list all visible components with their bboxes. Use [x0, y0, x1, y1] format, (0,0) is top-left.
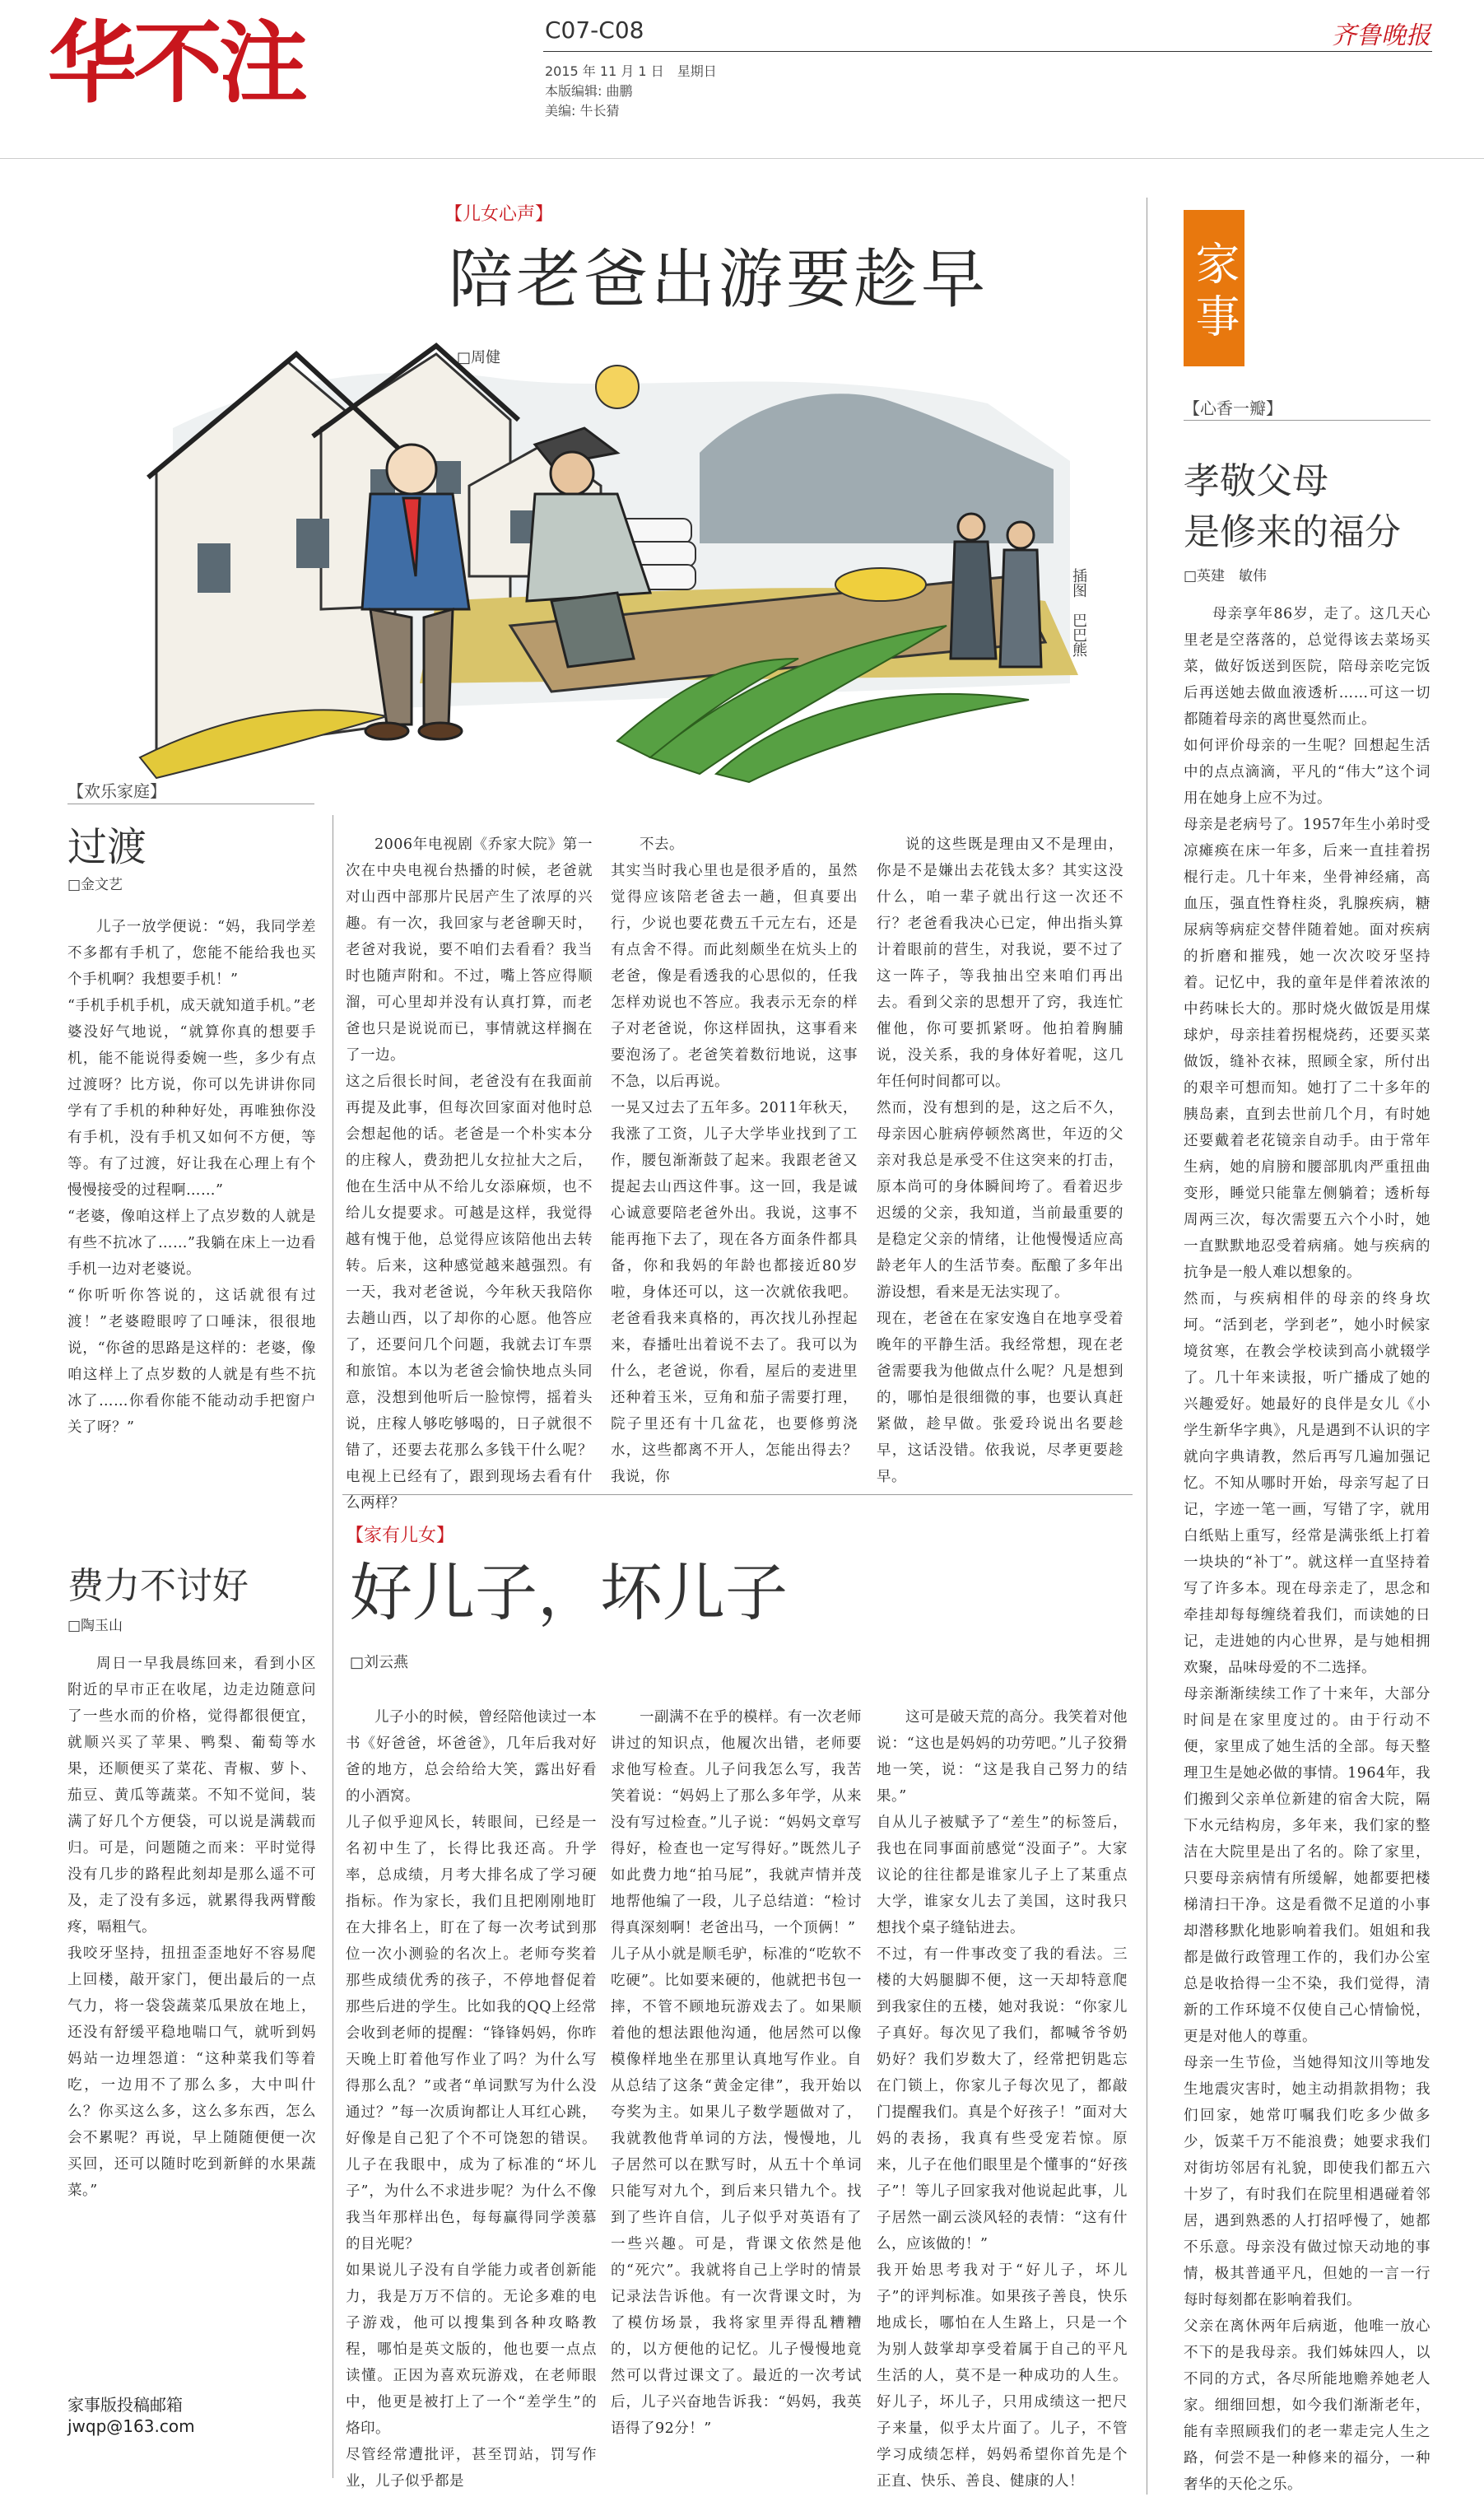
page-range: C07-C08 — [545, 16, 644, 44]
main-article-tag: 【儿女心声】 — [444, 204, 554, 225]
section-badge — [1184, 210, 1244, 366]
main-article-column-1: 2006年电视剧《乔家大院》第一次在中央电视台热播的时候，老爸就对山西中部那片民居产生了浓厚的兴趣。有一次，我回家与老爸聊天时，老爸对我说，要不咱们去看看？我当时也随声附和。不过，嘴上答应得顺溜，可心里却并没有认真打算，而老爸也只是说说而已，事情就这样搁在了一边。 这之后很长时间，老爸没有在我面前再提及此事，但每次回家面对他时总会想起他的话。老爸是一个朴实本分的庄稼人，费劲把儿女拉扯大之后，他在生活中从不给儿女添麻烦，也不给儿女提要求。可越是这样，我觉得越有愧于他，总觉得应该陪他出去转转。后来，这种感觉越来越强烈。有一天，我对老爸说，今年秋天我陪你去趟山西，以了却你的心愿。他答应了，还要问几个问题，我就去订车票和旅馆。本以为老爸会愉快地点头同意，没想到他听后一脸惊愕，摇着头说，庄稼人够吃够喝的，日子就很不错了，还要去花那么多钱干什么呢？电视上已经有了，跟到现场去看有什么两样？ — [346, 836, 593, 1512]
second-article-tag: 【家有儿女】 — [346, 1526, 455, 1546]
right-article-title-line2: 是修来的福分 — [1184, 511, 1401, 553]
page-designer: 美编: 牛长猜 — [545, 103, 620, 119]
second-article-column-3: 这可是破天荒的高分。我笑着对他说：“这也是妈妈的功劳吧。”儿子狡猾地一笑，说：“这是我自己努力的结果。” 自从儿子被赋予了“差生”的标签后，我也在同事面前感觉“没面子”。大家议论的往往都是谁家儿子上了某重点大学，谁家女儿去了美国，这时我只想找个桌子缝钻进去。 不过，有一件事改变了我的看法。三楼的大妈腿脚不便，这一天却特意爬到我家住的五楼，她对我说：“你家儿子真好。每次见了我们，都喊爷爷奶奶好？我们岁数大了，经常把钥匙忘在门锁上，你家儿子每次见了，都敲门提醒我们。真是个好孩子！”面对大妈的表扬，我真有些受宠若惊。原来，儿子在他们眼里是个懂事的“好孩子”！等儿子回家我对他说起此事，儿子居然一副云淡风轻的表情：“这有什么，应该做的！” 我开始思考我对于“好儿子，坏儿子”的评判标准。如果孩子善良，快乐地成长，哪怕在人生路上，只是一个为别人鼓掌却享受着属于自己的平凡生活的人，莫不是一种成功的人生。好儿子，坏儿子，只用成绩这一把尺子来量，似乎太片面了。儿子，不管学习成绩怎样，妈妈希望你首先是个正直、快乐、善良、健康的人！ — [877, 1709, 1128, 2490]
mailbox-label: 家事版投稿邮箱 — [67, 2395, 183, 2415]
right-article-tag: 【心香一瓣】 — [1184, 398, 1282, 418]
left-article1-author: □金文艺 — [67, 877, 123, 893]
left-article2-author: □陶玉山 — [67, 1618, 123, 1634]
paper-name-logo: 齐鲁晚报 — [1332, 21, 1431, 50]
right-tag-rule — [1184, 420, 1431, 421]
left-article2-title: 费力不讨好 — [67, 1565, 249, 1607]
main-article-author: □周健 — [457, 349, 501, 366]
mid-divider-rule — [342, 1494, 1133, 1495]
page-editor: 本版编辑: 曲鹏 — [545, 83, 633, 99]
left-article2-body: 周日一早我晨练回来，看到小区附近的早市正在收尾，边走边随意问了一些水而的价格，觉得都很便宜，就顺兴买了苹果、鸭梨、葡萄等水果，还顺便买了菜花、青椒、萝卜、茄豆、黄瓜等蔬菜。不知不觉间，装满了好几个方便袋，可以说是满载而归。可是，问题随之而来：平时觉得没有几步的路程此刻却是那么遥不可及，走了没有多远，就累得我两臂酸疼，嗝粗气。 我咬牙坚持，扭扭歪歪地好不容易爬上回楼，敲开家门，便出最后的一点气力，将一袋袋蔬菜瓜果放在地上，还没有舒缓平稳地喘口气，就听到妈妈站一边埋怨道：“这种菜我们等着吃，一边用不了那么多，大中叫什么？你买这么多，这么多东西，怎么会不累呢？再说，早上随随便便一次买回，还可以随时吃到新鲜的水果蔬菜。” — [67, 1656, 316, 2199]
left-article1-tag: 【欢乐家庭】 — [67, 781, 166, 801]
header-bottom-rule — [0, 158, 1484, 159]
second-article-author: □刘云燕 — [350, 1654, 409, 1671]
right-article-title-line1: 孝敬父母 — [1184, 460, 1328, 502]
right-article-author: □英建 敏伟 — [1184, 568, 1268, 585]
second-article-column-1: 儿子小的时候，曾经陪他读过一本书《好爸爸，坏爸爸》，几年后我对好爸的地方，总会给给大笑，露出好看的小酒窝。 儿子似乎迎风长，转眼间，已经是一名初中生了，长得比我还高。升学率，总成绩，月考大排名成了学习硬指标。作为家长，我们且把刚刚地盯在大排名上，盯在了每一次考试到那位一次小测验的名次上。老师夸奖着那些成绩优秀的孩子，不停地督促着那些后进的学生。比如我的QQ上经常会收到老师的提醒：“锋锋妈妈，你昨天晚上盯着他写作业了吗？为什么写得那么乱？”或者“单词默写为什么没通过？”每一次质询都让人耳红心跳，好像是自己犯了个不可饶恕的错误。儿子在我眼中，成为了标准的“坏儿子”，为什么不求进步呢？为什么不像我当年那样出色，每每赢得同学羡慕的目光呢？ 如果说儿子没有自学能力或者创新能力，我是万万不信的。无论多难的电子游戏，他可以搜集到各种攻略教程，哪怕是英文版的，他也要一点点读懂。正因为喜欢玩游戏，在老师眼中，他更是被打上了一个“差学生”的烙印。 尽管经常遭批评，甚至罚站，罚写作业，儿子似乎都是 — [346, 1709, 597, 2490]
section-badge-text: 家事 — [1189, 240, 1240, 346]
main-article-title: 陪老爸出游要趁早 — [449, 243, 989, 317]
mailbox-email[interactable]: jwqp@163.com — [67, 2416, 195, 2436]
main-illustration — [123, 329, 1111, 790]
section-logo: 华不注 — [48, 12, 305, 115]
masthead-rule — [543, 51, 1432, 52]
second-article-title: 好儿子，坏儿子 — [350, 1556, 788, 1629]
illustration-credit: 插图 巴巴熊 — [1070, 568, 1087, 657]
main-article-column-3: 说的这些既是理由又不是理由，你是不是嫌出去花钱太多？其实这没什么，咱一辈子就出行这一次还不行？老爸看我决心已定，伸出指头算计着眼前的营生，对我说，要不过了这一阵子，等我抽出空来咱们再出去。看到父亲的思想开了窍，我连忙催他，你可要抓紧呀。他拍着胸脯说，没关系，我的身体好着呢，这几年任何时间都可以。 然而，没有想到的是，这之后不久，母亲因心脏病停顿然离世，年迈的父亲对我总是承受不住这突来的打击，原本尚可的身体瞬间垮了。看着迟步迟缓的父亲，我知道，当前最重要的是稳定父亲的情绪，让他慢慢适应高龄老年人的生活节奏。酝酿了多年出游设想，看来是无法实现了。 现在，老爸在在家安逸自在地享受着晚年的平静生活。我经常想，现在老爸需要我为他做点什么呢？凡是想到的，哪怕是很细微的事，也要认真赶紧做，趁早做。张爱玲说出名要趁早，这话没错。依我说，尽孝更要趁早。 — [877, 836, 1123, 1485]
main-article-column-2: 不去。 其实当时我心里也是很矛盾的，虽然觉得应该陪老爸去一趟，但真要出行，少说也要花费五千元左右，还是有点舍不得。而此刻颇坐在炕头上的老爸，像是看透我的心思似的，任我怎样劝说也不答应。我表示无奈的样子对老爸说，你这样固执，这事看来要泡汤了。老爸笑着数衍地说，这事不急，以后再说。 一晃又过去了五年多。2011年秋天，我涨了工资，儿子大学毕业找到了工作，腰包渐渐鼓了起来。我跟老爸又提起去山西这件事。这一回，我是诚心诚意要陪老爸外出。我说，这事不能再拖下去了，现在各方面条件都具备，你和我妈的年龄也都接近80岁啦，身体还可以，这一次就依我吧。老爸看我来真格的，再次找儿孙捏起来，春播吐出着说不去了。我可以为什么，老爸说，你看，屋后的麦进里还种着玉米，豆角和茄子需要打理，院子里还有十几盆花，也要修剪浇水，这些都离不开人，怎能出得去？我说，你 — [611, 836, 858, 1485]
second-article-column-2: 一副满不在乎的模样。有一次老师讲过的知识点，他履次出错，老师要求他写检查。儿子问我怎么写，我苦笑着说：“妈妈上了那么多年学，从来没有写过检查。”儿子说：“妈妈文章写得好，检查也一定写得好。”既然儿子如此费力地“拍马屁”，我就声情并茂地帮他编了一段，儿子总结道：“检讨得真深刻啊！老爸出马，一个顶俩！” 儿子从小就是顺毛驴，标准的“吃软不吃硬”。比如要来硬的，他就把书包一摔，不管不顾地玩游戏去了。如果顺着他的想法跟他沟通，他居然可以像模像样地坐在那里认真地写作业。自从总结了这条“黄金定律”，我开始以夸奖为主。如果儿子数学题做对了，我就教他背单词的方法，慢慢地，儿子居然可以在默写时，从五十个单词只能写对九个，到后来只错九个。找到了些许自信，儿子似乎对英语有了一些兴趣。可是，背课文依然是他的“死穴”。我就将自己上学时的情景记录法告诉他。有一次背课文时，为了模仿场景，我将家里弄得乱糟糟的，以方便他的记忆。儿子慢慢地竟然可以背过课文了。最近的一次考试后，儿子兴奋地告诉我：“妈妈，我英语得了92分！” — [611, 1709, 862, 2437]
left-article1-title: 过渡 — [67, 824, 147, 870]
issue-date: 2015 年 11 月 1 日 星期日 — [545, 63, 717, 79]
left-article1-body: 儿子一放学便说：“妈，我同学差不多都有手机了，您能不能给我也买个手机啊？我想要手机！” “手机手机手机，成天就知道手机。”老婆没好气地说，“就算你真的想要手机，能不能说得委婉一些，多少有点过渡呀？比方说，你可以先讲讲你同学有了手机的种种好处，再唯独你没有手机，没有手机又如何不方便，等等。有了过渡，好让我在心理上有个慢慢接受的过程啊……” “老婆，像咱这样上了点岁数的人就是有些不抗冰了……”我躺在床上一边看手机一边对老婆说。 “你听听你答说的，这话就很有过渡！”老婆瞪眼哼了口唾沫，很很地说，“你爸的思路是这样的：老婆，像咱这样上了点岁数的人就是有些不抗冰了……你看你能不能动动手把窗户关了呀？” — [67, 919, 316, 1436]
right-article-body: 母亲享年86岁，走了。这几天心里老是空落落的，总觉得该去菜场买菜，做好饭送到医院，陪母亲吃完饭后再送她去做血液透析……可这一切都随着母亲的离世戛然而止。 如何评价母亲的一生呢？回想起生活中的点点滴滴，平凡的“伟大”这个词用在她身上应不为过。 母亲是老病号了。1957年生小弟时受凉瘫痪在床一年多，后来一直挂着拐棍行走。几十年来，坐骨神经痛，高血压，强直性脊柱炎，乳腺疾病，糖尿病等病症交替伴随着她。面对疾病的折磨和摧残，她一次次咬牙坚持着。记忆中，我的童年是伴着浓浓的中药味长大的。那时烧火做饭是用煤球炉，母亲挂着拐棍烧药，还要买菜做饭，缝补衣袜，照顾全家，所付出的艰辛可想而知。她打了二十多年的胰岛素，直到去世前几个月，有时她还要戴着老花镜亲自动手。由于常年生病，她的肩膀和腰部肌肉严重扭曲变形，睡觉只能靠左侧躺着；透析每周两三次，每次需要五六个小时，她一直默默地忍受着病痛。她与疾病的抗争是一般人难以想象的。 然而，与疾病相伴的母亲的终身坎坷。“活到老，学到老”，她小时候家境贫寒，在教会学校读到高小就辍学了。几十年来读报，听广播成了她的兴趣爱好。她最好的良伴是女儿《小学生新华字典》，凡是遇到不认识的字就向字典请教，然后再写几遍加强记忆。不知从哪时开始，母亲写起了日记，字迹一笔一画，写错了字，就用白纸贴上重写，经常是满张纸上打着一块块的“补丁”。就这样一直坚持着写了许多本。现在母亲走了，思念和牵挂却每每缠绕着我们，而读她的日记，走进她的内心世界，是与她相拥欢聚，品味母爱的不二选择。 母亲渐渐续续工作了十来年，大部分时间是在家里度过的。由于行动不便，家里成了她生活的全部。每天整理卫生是她必做的事情。1964年，我们搬到父亲单位新建的宿舍大院，隔下水元结构房，多年来，我们家的整洁在大院里是出了名的。除了家里，只要母亲病情有所缓解，她都要把楼梯清扫干净。这是看微不足道的小事却潜移默化地影响着我们。姐姐和我都是做行政管理工作的，我们办公室总是收拾得一尘不染，我们觉得，清新的工作环境不仅使自己心情愉悦，更是对他人的尊重。 母亲一生节俭，当她得知汶川等地发生地震灾害时，她主动捐款捐物；我们回家，她常叮嘱我们吃多少做多少，饭菜千万不能浪费；她要求我们对街坊邻居有礼貌，即使我们都五六十岁了，有时我们在院里相遇碰着邻居，遇到熟悉的人打招呼慢了，她都不乐意。母亲没有做过惊天动地的事情，极其普通平凡，但她的一言一行每时每刻都在影响着我们。 父亲在离休两年后病逝，他唯一放心不下的是我母亲。我们姊妹四人，以不同的方式，各尽所能地赡养她老人家。细细回想，如今我们渐渐老年，能有幸照顾我们的老一辈走完人生之路，何尝不是一种修来的福分，一种奢华的天伦之乐。 — [1184, 606, 1431, 2493]
